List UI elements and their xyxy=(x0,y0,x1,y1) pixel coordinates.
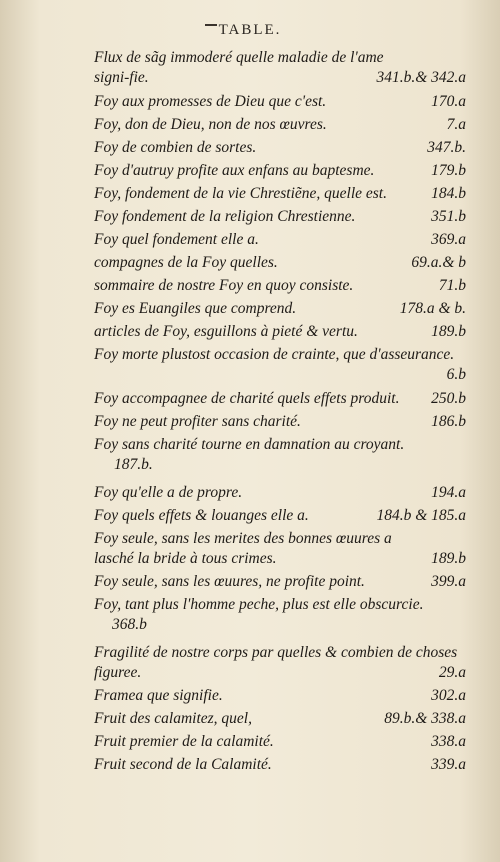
entry-text: Foy, fondement de la vie Chrestiẽne, quelle est. xyxy=(94,185,387,202)
entry-ref: 178.a & b. xyxy=(399,300,466,317)
index-entry xyxy=(94,138,466,158)
entry-text: Fruit des calamitez, quel, xyxy=(94,710,252,727)
index-entry xyxy=(94,48,466,88)
entry-text: Foy de combien de sortes. xyxy=(94,139,257,156)
entry-ref: 302.a xyxy=(431,687,466,704)
entry-ref: 341.b.& 342.a xyxy=(376,69,466,86)
entry-ref: 179.b xyxy=(431,162,466,179)
index-entry xyxy=(94,435,466,475)
index-entry xyxy=(94,643,466,683)
entry-ref: 338.a xyxy=(431,733,466,750)
index-entry xyxy=(94,389,466,409)
index-entry xyxy=(94,412,466,432)
entry-text: Foy aux promesses de Dieu que c'est. xyxy=(94,93,327,110)
index-entry xyxy=(94,506,466,526)
index-entry xyxy=(94,253,466,273)
entry-ref: 351.b xyxy=(431,208,466,225)
entry-ref: 29.a xyxy=(438,664,466,681)
index-entry xyxy=(94,572,466,592)
index-entry xyxy=(94,529,466,569)
entry-text: compagnes de la Foy quelles. xyxy=(94,254,278,271)
entry-ref: 339.a xyxy=(431,756,466,773)
entry-text: Foy fondement de la religion Chrestienne. xyxy=(94,208,356,225)
entry-text: articles de Foy, esguillons à pieté & vertu. xyxy=(94,323,358,340)
index-entry xyxy=(94,686,466,706)
index-entry xyxy=(94,276,466,296)
entry-text: Foy es Euangiles que comprend. xyxy=(94,300,297,317)
entry-ref: 368.b xyxy=(112,616,147,633)
entry-text: Foy sans charité tourne en damnation au croyant. xyxy=(94,436,405,453)
entry-text: Foy seule, sans les merites des bonnes œuures a lasché la bride à tous crimes. xyxy=(94,530,392,567)
index-entry xyxy=(94,207,466,227)
entry-text: Flux de sãg immoderé quelle maladie de l'ame signi-fie. xyxy=(94,49,384,86)
index-entry xyxy=(94,92,466,112)
entry-ref: 89.b.& 338.a xyxy=(384,710,466,727)
index-entry xyxy=(94,595,466,635)
entry-ref: 194.a xyxy=(431,484,466,501)
entry-text: Foy morte plustost occasion de crainte, que d'asseurance. xyxy=(94,346,455,363)
entry-ref: 189.b xyxy=(431,323,466,340)
entry-ref: 186.b xyxy=(431,413,466,430)
entry-ref: 71.b xyxy=(438,277,466,294)
index-entry xyxy=(94,184,466,204)
page-header: TABLE. xyxy=(218,22,282,38)
entry-text: Foy accompagnee de charité quels effets produit. xyxy=(94,390,400,407)
entry-text: Foy quels effets & louanges elle a. xyxy=(94,507,309,524)
entry-text: sommaire de nostre Foy en quoy consiste. xyxy=(94,277,354,294)
index-entry xyxy=(94,709,466,729)
entry-ref: 189.b xyxy=(431,550,466,567)
entry-text: Foy seule, sans les œuures, ne profite point. xyxy=(94,573,365,590)
index-entry xyxy=(94,755,466,775)
entry-ref: 399.a xyxy=(431,573,466,590)
index-entry xyxy=(94,230,466,250)
entry-text: Fruit premier de la calamité. xyxy=(94,733,274,750)
index-entry xyxy=(94,299,466,319)
entry-ref: 7.a xyxy=(446,116,466,133)
entry-text: Foy qu'elle a de propre. xyxy=(94,484,243,501)
index-entry xyxy=(94,345,466,385)
entry-text: Foy d'autruy profite aux enfans au baptesme. xyxy=(94,162,375,179)
entry-ref: 187.b. xyxy=(114,456,153,473)
entry-text: Foy quel fondement elle a. xyxy=(94,231,259,248)
entry-ref: 369.a xyxy=(431,231,466,248)
entry-text: Fragilité de nostre corps par quelles & combien de choses figuree. xyxy=(94,644,458,681)
entry-ref: 170.a xyxy=(431,93,466,110)
index-entry xyxy=(94,161,466,181)
entry-ref: 184.b & 185.a xyxy=(376,507,466,524)
entry-text: Fruit second de la Calamité. xyxy=(94,756,272,773)
entry-ref: 6.b xyxy=(446,366,466,383)
entry-ref: 347.b. xyxy=(427,139,466,156)
entry-ref: 250.b xyxy=(431,390,466,407)
entry-text: Framea que signifie. xyxy=(94,687,223,704)
entry-ref: 69.a.& b xyxy=(411,254,466,271)
index-entry xyxy=(94,115,466,135)
entry-text: Foy, don de Dieu, non de nos œuvres. xyxy=(94,116,327,133)
entry-ref: 184.b xyxy=(431,185,466,202)
index-entry xyxy=(94,483,466,503)
index-entries xyxy=(94,48,466,778)
entry-text: Foy, tant plus l'homme peche, plus est elle obscurcie. xyxy=(94,596,424,613)
entry-text: Foy ne peut profiter sans charité. xyxy=(94,413,301,430)
index-entry xyxy=(94,732,466,752)
index-entry xyxy=(94,322,466,342)
